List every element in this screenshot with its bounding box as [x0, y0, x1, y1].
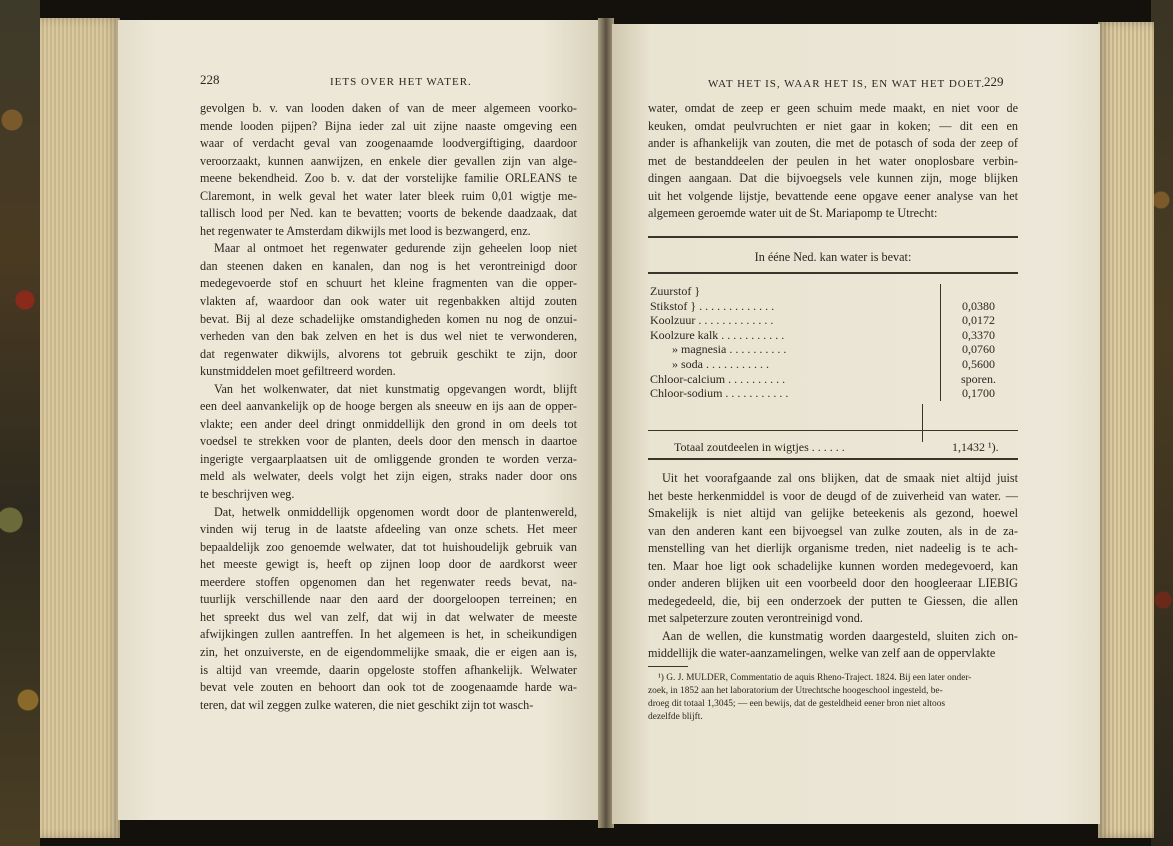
- text-line: bepaaldelijk zoo genoemde welwater, dat tot huishoudelijk gebruik van: [200, 539, 577, 554]
- table-row: [650, 386, 1016, 401]
- text-line: dan steenen daken en kanalen, dan nog is het verontreinigd door: [200, 258, 577, 273]
- text-line: te beschrijven weg.: [200, 487, 295, 502]
- table-column-divider-lower: [922, 404, 923, 442]
- text-line: Aan de wellen, die kunstmatig worden daargesteld, sluiten zich on-: [662, 628, 1018, 643]
- text-line: vlakten af, waardoor dan ook water uit regenbakken altijd zouten: [200, 294, 577, 309]
- substance-name: Zuurstof }: [650, 284, 701, 298]
- right-body-text: [648, 470, 1018, 663]
- substance-name: Koolzuur . . . . . . . . . . . . .: [650, 313, 774, 328]
- table-row: [650, 299, 1016, 314]
- table-total-label: Totaal zoutdeelen in wigtjes . . . . . .: [674, 440, 845, 454]
- footnote-line: droeg dit totaal 1,3045; — een bewijs, dat de gesteldheid eener bron niet altoos: [648, 699, 946, 709]
- table-caption: In ééne Ned. kan water is bevat:: [754, 250, 912, 264]
- text-line: gevolgen b. v. van looden daken of van de meer algemeen voorko-: [200, 101, 577, 115]
- substance-value: 0,1700: [941, 386, 1017, 401]
- text-line: mende looden pijpen? Bijna ieder zal uit zijne naaste omgeving een: [200, 118, 577, 133]
- text-line: dingen aangaan. Dat die bijvoegsels vele kunnen zijn, moge blijken: [648, 171, 1018, 186]
- text-line: vlakte; een ander deel dringt onmiddellijk den grond in om deels tot: [200, 416, 577, 431]
- left-page-number: 228: [200, 72, 220, 87]
- text-line: zin, het onzuiverste, en de eigendommelijke smaak, die er eigen aan is,: [200, 644, 577, 659]
- text-line: tuurlijk verschillende naar den aard der doorgeloopen terreinen; en: [200, 592, 577, 607]
- footnote-line: ¹) G. J. MULDER, Commentatio de aquis Rheno-Traject. 1824. Bij een later onder-: [658, 673, 972, 683]
- text-line: menstelling van het dierlijk organisme treden, niet nadeelig is te ach-: [648, 541, 1018, 556]
- table-row: [650, 342, 1016, 357]
- text-line: ten. Maar hoe ligt ook schadelijke kunnen worden medegevoerd, kan: [648, 558, 1018, 573]
- text-line: medegedeeld, die, bij een onderzoek der putten te Giessen, die allen: [648, 593, 1018, 608]
- text-line: tallisch lood per Ned. kan te bevatten; voorts de bekende daadzaak, dat: [200, 206, 577, 221]
- text-line: verheden van den bak zelven en het is dus wel niet te verwonderen,: [200, 329, 577, 344]
- text-line: voedsel te strekken voor de planten, deels door den mensch in daartoe: [200, 434, 577, 449]
- substance-name: Koolzure kalk . . . . . . . . . . .: [650, 327, 785, 342]
- text-line: Maar al ontmoet het regenwater gedurende zijn geheelen loop niet: [214, 241, 577, 256]
- text-line: het meeste gewigt is, heeft op zijnen loop door de aardkorst weer: [200, 557, 577, 572]
- text-line: Dat, hetwelk onmiddellijk opgenomen wordt door de plantenwereld,: [214, 504, 577, 519]
- text-line: keuken, omdat peulvruchten er niet gaar in koken; — dit een en: [648, 118, 1018, 133]
- marbled-cover-left: [0, 0, 40, 846]
- table-row: [650, 313, 1016, 328]
- text-line: een deel aanvankelijk op de hooge bergen als sneeuw en ijs aan de opper-: [200, 399, 577, 414]
- marbled-cover-right: [1151, 0, 1173, 846]
- text-line: met salpeterzure zouten verontreinigd vond.: [648, 611, 863, 626]
- right-intro-text: [648, 100, 1018, 223]
- substance-name: Chloor-sodium . . . . . . . . . . .: [650, 386, 789, 401]
- left-body-text: [200, 100, 577, 714]
- text-line: afwijkingen zullen aantreffen. In het algemeen is het, in scheikundigen: [200, 627, 577, 642]
- analysis-table: [650, 284, 1016, 401]
- text-line: Smakelijk is niet altijd van gelijke beteekenis als gezond, hoewel: [648, 506, 1018, 521]
- page-edges-right: [1098, 22, 1154, 838]
- footnote-line: zoek, in 1852 aan het laboratorium der Utrechtsche hoogeschool ingesteld, be-: [648, 686, 943, 696]
- text-line: algemeen geroemde water uit de St. Mariapomp te Utrecht:: [648, 206, 938, 221]
- text-line: bevat vele zouten en behoort dan ook tot de zoogenaamde harde wa-: [200, 680, 577, 695]
- text-line: het beste herkenmiddel is voor de deugd of de zuiverheid van water. —: [648, 488, 1018, 503]
- text-line: het regenwater te Amsterdam dikwijls met lood is bezwangerd, enz.: [200, 223, 531, 238]
- substance-value: 0,3370: [941, 328, 1017, 343]
- text-line: meld als welwater, deels volgt het zijn eigen, straks nader door ons: [200, 469, 577, 484]
- text-line: bevat. Bij al deze schadelijke omstandigheden komen nu nog de onzui-: [200, 311, 577, 326]
- text-line: waar of verdacht geval van zoogenaamde loodvergiftiging, daardoor: [200, 136, 577, 151]
- text-line: meerdere stoffen opgenomen dan het regenwater reeds bevat, na-: [200, 574, 577, 589]
- table-bottom-rule: [648, 458, 1018, 460]
- footnote-rule: [648, 666, 688, 667]
- text-line: vinden wij terug in de laatste afdeeling van onze schets. Het meer: [200, 522, 577, 537]
- substance-value: 0,5600: [941, 357, 1017, 372]
- right-page-number: 229: [984, 74, 1004, 89]
- substance-value: 0,0380: [941, 299, 1017, 314]
- text-line: met de bestanddeelen der peulen in het water onoplosbare verbin-: [648, 153, 1018, 168]
- substance-value: [941, 284, 1017, 299]
- text-line: kunstmiddelen moet gefiltreerd worden.: [200, 364, 396, 379]
- footnote-line: dezelfde blijft.: [648, 712, 703, 722]
- text-line: Uit het voorafgaande zal ons blijken, dat de smaak niet altijd juist: [662, 471, 1018, 485]
- table-row: [650, 284, 1016, 299]
- text-line: uit het volgende lijstje, bevattende eene opgave eener analyse van het: [648, 188, 1018, 203]
- text-line: meene bekendheid. Zoo b. v. dat der vorstelijke familie ORLEANS te: [200, 171, 577, 186]
- text-line: teren, dat wil zeggen zulke wateren, die niet geschikt zijn tot wasch-: [200, 697, 534, 712]
- text-line: dat regenwater dikwijls, alvorens tot gebruik geschikt te zijn, door: [200, 346, 577, 361]
- page-edges-left: [40, 18, 120, 838]
- substance-name: » magnesia . . . . . . . . . .: [672, 342, 787, 357]
- table-total-value: 1,1432 ¹).: [952, 440, 999, 454]
- table-header-rule: [648, 272, 1018, 274]
- table-row: [650, 357, 1016, 372]
- text-line: Claremont, in welk geval het water later bleek ruim 0,01 wigtje me-: [200, 188, 577, 203]
- text-line: medegevoerde stof en schuurt het kleine fragmenten van die opper-: [200, 276, 577, 291]
- text-line: van den anderen kant een bijvoegsel van zulke zouten, als in de za-: [648, 523, 1018, 538]
- text-line: Van het wolkenwater, dat niet kunstmatig opgevangen wordt, blijft: [214, 381, 577, 396]
- text-line: middellijk die water-aanzamelingen, welke van zelf aan de oppervlakte: [648, 646, 996, 661]
- table-total-rule: [648, 430, 1018, 431]
- table-row: [650, 328, 1016, 343]
- substance-value: 0,0172: [941, 313, 1017, 328]
- text-line: water, omdat de zeep er geen schuim mede maakt, en niet voor de: [648, 101, 1018, 115]
- substance-name: Chloor-calcium . . . . . . . . . .: [650, 371, 786, 386]
- substance-name: Stikstof } . . . . . . . . . . . . .: [650, 298, 775, 313]
- text-line: is altijd van vreemde, daarin opgeloste stoffen afhankelijk. Welwater: [200, 662, 577, 677]
- substance-name: » soda . . . . . . . . . . .: [672, 356, 769, 371]
- text-line: ander is afhankelijk van zouten, die met de potasch of soda der zeep of: [648, 136, 1018, 151]
- right-running-header: WAT HET IS, WAAR HET IS, EN WAT HET DOET.: [708, 78, 986, 90]
- footnote: [648, 672, 1018, 724]
- text-line: ingerigte vergaarplaatsen uit de omliggende gronden te worden verza-: [200, 451, 577, 466]
- table-top-rule: [648, 236, 1018, 238]
- text-line: onder anderen blijken uit een voorbeeld door den hoogleeraar LIEBIG: [648, 576, 1018, 591]
- text-line: veroorzaakt, kunnen aanwijzen, en enkele dier gevallen zijn van alge-: [200, 153, 577, 168]
- table-row: [650, 372, 1016, 387]
- substance-value: sporen.: [941, 372, 1017, 387]
- left-running-header: IETS OVER HET WATER.: [330, 76, 472, 88]
- substance-value: 0,0760: [941, 342, 1017, 357]
- text-line: het spreekt dus wel van zelf, dat wij in dat welwater de meeste: [200, 609, 577, 624]
